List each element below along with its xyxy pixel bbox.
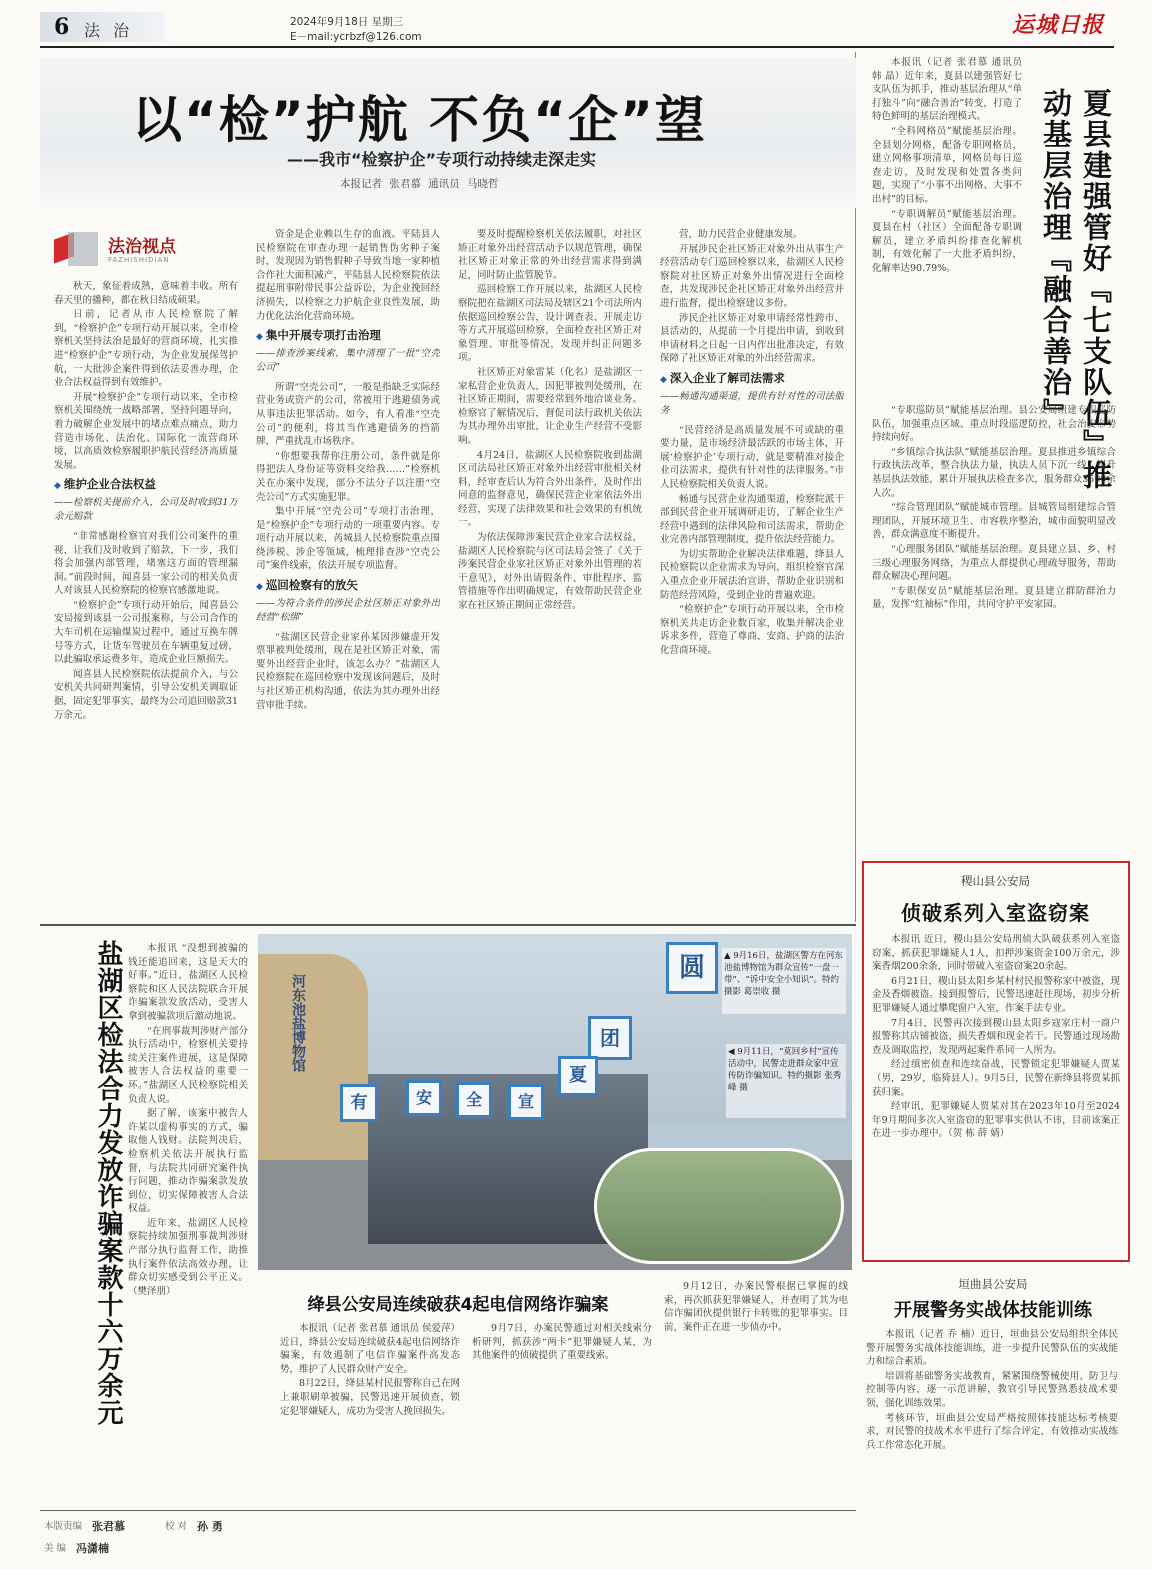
photo-museum-sign: 河东池盐博物馆 bbox=[290, 974, 306, 1072]
boxed-body bbox=[872, 933, 1120, 1255]
section-heading bbox=[256, 579, 440, 595]
boxed-kicker: 稷山县公安局 bbox=[961, 874, 1030, 888]
section-heading bbox=[54, 478, 238, 494]
footer-rule bbox=[40, 1510, 856, 1511]
diamond-icon: ◆ bbox=[256, 332, 263, 343]
column-badge bbox=[54, 230, 234, 272]
footer-credits bbox=[44, 1518, 344, 1562]
section-subheading: ——排查涉案线索，集中清理了一批“空壳公司” bbox=[256, 347, 440, 373]
photo-sign-4: 宣 bbox=[508, 1084, 544, 1120]
lead-byline: 本报记者 张君慕 通讯员 马晓哲 bbox=[340, 178, 499, 190]
section-divider bbox=[40, 924, 856, 926]
paragraph: 本报讯 近日，稷山县公安局刑侦大队破获系列入室盗窃案，抓获犯罪嫌疑人1人，扣押涉案资金100万余元，涉案香烟200余条，同时带破入室盗窃案20余起。 bbox=[872, 934, 1120, 973]
section-tab bbox=[40, 12, 165, 42]
masthead bbox=[0, 0, 1152, 50]
paragraph: “心理服务团队”赋能基层治理。夏县建立县、乡、村三级心理服务网络，为重点人群提供心理疏导服务，帮助群众解决心理问题。 bbox=[872, 543, 1116, 583]
paragraph: “综合管理团队”赋能城市管理。县城管局组建综合管理团队，开展环境卫生、市容秩序整治，城市面貌明显改善，群众满意度不断提升。 bbox=[872, 502, 1116, 541]
training-story bbox=[862, 1272, 1124, 1562]
byline-text: 本报讯（记者 乔 楠） bbox=[885, 1329, 981, 1340]
training-kicker: 垣曲县公安局 bbox=[958, 1277, 1028, 1291]
lead-column-1 bbox=[54, 280, 238, 910]
photo-sign-2: 团 bbox=[588, 1016, 632, 1060]
paragraph: 开展“检察护企”专项行动以来，全市检察机关围绕统一战略部署，坚持问题导向，着力破解企业发展中的堵点难点痛点，助力营造市场化、法治化、国际化一流营商环境，以高质效检察履职护航民营经济高质量发展。 bbox=[54, 391, 238, 471]
badge-cube-icon bbox=[68, 232, 98, 266]
section-heading bbox=[660, 372, 844, 388]
section-subheading: ——畅通沟通渠道，提供有针对性的司法服务 bbox=[660, 390, 844, 416]
right-byline bbox=[872, 56, 1022, 124]
section-heading-text: 深入企业了解司法需求 bbox=[669, 370, 785, 385]
photo-sign-7: 有 bbox=[340, 1084, 378, 1122]
paragraph: 6月21日，稷山县太阳乡某村村民报警称家中被盗，现金及香烟被盗。接到报警后，民警迅速赶往现场，初步分析犯罪嫌疑人通过攀爬窗户入室，作案手法专业。 bbox=[872, 975, 1120, 1014]
paragraph: 经过缜密侦查和连续奋战，民警锁定犯罪嫌疑人贾某（男，29岁，临猗县人）。9月5日，民警在新绛县将贾某抓获归案。 bbox=[872, 1059, 1120, 1098]
section-name: 法 治 bbox=[84, 21, 134, 40]
footer-line-1 bbox=[44, 1518, 344, 1534]
photo-sign-6: 安 bbox=[406, 1080, 442, 1116]
photo-caption-1: ▲ 9月16日，盐湖区警方在河东池盐博物馆为群众宣传“一盘一带”、“诉中安全小知识”。特约摄影 葛崇收 摄 bbox=[722, 948, 846, 1014]
paragraph: 考核环节，垣曲县公安局严格按照体技能达标考核要求，对民警的技战术水平进行了综合评定，有效推动实战练兵工作常态化开展。 bbox=[866, 1412, 1118, 1451]
left-headline: 盐湖区检法合力发放诈骗案款十六万余元 bbox=[93, 940, 123, 1426]
paragraph: 培训将基础警务实战教育，紧紧围绕警械使用、防卫与控制等内容，逐一示范讲解，教官引导民警熟悉技战术要领，强化训练效果。 bbox=[866, 1370, 1118, 1409]
paragraph: 9月12日，办案民警根据已掌握的线索，再次抓获犯罪嫌疑人，并查明了其为电信诈骗团伙提供银行卡转账的犯罪事实。目前，案件正在进一步侦办中。 bbox=[664, 1281, 848, 1333]
photo-sign-5: 全 bbox=[456, 1082, 492, 1118]
right-headline: 夏县建强管好『七支队伍』推动基层治理『融合善治』 bbox=[1039, 88, 1113, 491]
diamond-icon: ◆ bbox=[660, 374, 667, 385]
fraud-headline: 绛县公安局连续破获4起电信网络诈骗案 bbox=[307, 1295, 609, 1315]
paragraph: “检察护企”专项行动开展以来，全市检察机关共走访企业数百家，收集并解决企业诉求多件，营造了尊商、安商、护商的法治化营商环境。 bbox=[660, 604, 844, 657]
lead-subhead: ——我市“检察护企”专项行动持续走深走实 bbox=[287, 150, 597, 169]
right-story bbox=[866, 52, 1116, 852]
right-story-lead bbox=[872, 56, 1022, 404]
paragraph: 据了解，该案中被告人许某以虚构事实的方式，骗取他人钱财。法院判决后，检察机关依法开展执行监督，与法院共同研究案件执行问题，推动诈骗案款发放到位，切实保障被害人合法权益。 bbox=[128, 1108, 248, 1215]
paragraph: 营，助力民营企业健康发展。 bbox=[679, 229, 803, 240]
lead-column-4 bbox=[660, 228, 844, 912]
boxed-story bbox=[862, 861, 1130, 1262]
lead-column-2 bbox=[256, 228, 440, 912]
paragraph: 日前，记者从市人民检察院了解到，“检察护企”专项行动开展以来，全市检察机关坚持法治是最好的营商环境，扎实推进“检察护企”专项行动，为企业发展保驾护航，一大批涉企案件得到依法妥善办理，企业合法权益得到有效维护。 bbox=[54, 309, 238, 389]
editor-name: 张君慕 bbox=[92, 1520, 126, 1533]
paragraph: 经审讯，犯罪嫌疑人贾某对其在2023年10月至2024年9月期间多次入室盗窃的犯罪事实供认不讳，目前该案正在进一步办理中。（贺 栋 薛 婧） bbox=[872, 1101, 1120, 1140]
paper-logo: 运城日报 bbox=[1012, 12, 1105, 38]
paragraph: “乡镇综合执法队”赋能基层治理。夏县推进乡镇综合行政执法改革，整合执法力量，执法人员下沉一线，提升基层执法效能，累计开展执法检查多次，服务群众3500余人次。 bbox=[872, 446, 1116, 499]
paragraph: 畅通与民营企业沟通渠道，检察院派干部到民营企业开展调研走访，了解企业生产经营中遇到的法律风险和司法需求，帮助企业完善内部管理制度，提升依法经营能力。 bbox=[660, 493, 844, 546]
paragraph: 开展涉民企社区矫正对象外出从事生产经营活动专门巡回检察以来，盐湖区人民检察院对社区矫正对象外出情况进行全面检查，共发现涉民企社区矫正对象外出经营并进行监督，提出检察建议多份。 bbox=[660, 243, 844, 309]
paragraph: “检察护企”专项行动开始后，闻喜县公安局接到该县一公司报案称，与公司合作的大车司机在运输煤炭过程中，通过互换车牌号等方式，让货车驾驶员在车辆重复过磅，以此骗取承运费多年，造成企业巨额损失。 bbox=[54, 599, 238, 666]
paragraph: “非常感谢检察官对我们公司案件的重视，让我们及时收到了赔款，下一步，我们将会加强内部管理，堵塞这方面的管理漏洞。”前段时间，闻喜县一家公司的相关负责人对该县人民检察院的检察官感激地说。 bbox=[54, 530, 238, 597]
paragraph: 为依法保障涉案民营企业家合法权益，盐湖区人民检察院与区司法局会签了《关于涉案民营企业家社区矫正对象外出管理的若干意见》，对外出请假条件、审批程序、监管措施等作出明确规定，有效帮助民营企业家在社区矫正期间正常经营。 bbox=[458, 532, 642, 612]
section-heading-text: 巡回检察有的放矢 bbox=[265, 578, 358, 593]
paragraph: “在刑事裁判涉财产部分执行活动中，检察机关要持续关注案件进展，这是保障被害人合法权益的重要一环。”盐湖区人民检察院相关负责人说。 bbox=[128, 1025, 248, 1105]
section-heading bbox=[256, 329, 440, 345]
lead-headline: 以“检”护航 不负“企”望 bbox=[132, 91, 707, 149]
paragraph: 要及时提醒检察机关依法履职，对社区矫正对象外出经营活动予以规范管理，确保社区矫正对象正常的外出经营需求得到满足，同时防止监管脱节。 bbox=[458, 229, 642, 281]
photo-sign-3: 夏 bbox=[558, 1056, 598, 1096]
paragraph: 本报讯 “没想到被骗的钱还能追回来，这是天大的好事。”近日，盐湖区人民检察院和区人民法院联合开展诈骗案款发放活动，受害人拿到被骗款项后激动地说。 bbox=[128, 943, 248, 1022]
design-label: 美 编 bbox=[44, 1543, 67, 1554]
diamond-icon: ◆ bbox=[54, 481, 61, 492]
left-story bbox=[40, 932, 250, 1502]
paragraph: “盐湖区民营企业家孙某因涉嫌虚开发票罪被判处缓刑，现在是社区矫正对象，需要外出经营企业时，该怎么办？”盐湖区人民检察院在巡回检察中发现该问题后，及时与社区矫正机构沟通，依法为其办理外出经营审批手续。 bbox=[256, 631, 440, 711]
boxed-headline: 侦破系列入室盗窃案 bbox=[901, 901, 1090, 925]
diamond-icon: ◆ bbox=[256, 582, 263, 593]
section-subheading: ——检察机关提前介入，公司及时收到31万余元赔款 bbox=[54, 496, 238, 522]
paragraph: 涉民企社区矫正对象申请经常性跨市、县活动的，从提前一个月提出申请，到收到申请材料之日起一日内作出批准决定，有效保障了社区矫正对象的外出经营需求。 bbox=[660, 312, 844, 365]
lead-story bbox=[40, 52, 856, 922]
fraud-body-2 bbox=[472, 1322, 652, 1502]
photo-sign-1: 圆 bbox=[666, 942, 718, 994]
left-body bbox=[128, 942, 248, 1498]
news-photo bbox=[258, 934, 852, 1270]
footer-line-2 bbox=[44, 1540, 344, 1556]
inset-photo bbox=[594, 1148, 844, 1264]
paragraph bbox=[866, 1328, 1118, 1369]
paragraph: 闻喜县人民检察院依法提前介入，与公安机关共同研判案情，引导公安机关调取证据，固定犯罪事实，最终为公司追回赔款31万余元。 bbox=[54, 668, 238, 721]
fraud-body-1 bbox=[280, 1322, 460, 1502]
section-heading-text: 维护企业合法权益 bbox=[63, 477, 156, 492]
paragraph: 秋天，象征着成熟，意味着丰收。所有春天里的播种，都在秋日结成硕果。 bbox=[54, 281, 238, 306]
photo-caption-2: ◀ 9月11日，“莫回乡村”宣传活动中，民警走进群众家中宣传防诈骗知识。特约摄影 张秀峰 摄 bbox=[726, 1044, 846, 1118]
paragraph: 资金是企业赖以生存的血液。平陆县人民检察院在审查办理一起销售伪劣种子案时，发现因为销售假种子导致当地一家种植合作社大面积减产，平陆县人民检察院依法提起刑事附带民事公益诉讼，为企业挽回经济损失，以检察之力护航企业良性发展，助力优化法治化营商环境。 bbox=[256, 229, 440, 322]
page-number: 6 bbox=[54, 14, 70, 40]
paragraph: “全科网格员”赋能基层治理。全县划分网格，配备专职网格员，建立网格事项清单，网格员每日巡查走访，及时发现和处置各类问题，实现了“小事不出网格、大事不出村”的目标。 bbox=[872, 125, 1022, 205]
paragraph: 所谓“空壳公司”，一般是指缺乏实际经营业务或资产的公司，常被用于逃避债务或从事违法犯罪活动。如今，有人看准“空壳公司”的便利，将其当作逃避债务的挡箭牌，严重扰乱市场秩序。 bbox=[256, 381, 440, 448]
paragraph bbox=[280, 1322, 460, 1376]
issue-date: 2024年9月18日 星期三 bbox=[290, 16, 404, 28]
masthead-rule bbox=[40, 46, 1114, 48]
lead-column-3 bbox=[458, 228, 642, 912]
paragraph: “专职巡防员”赋能基层治理。县公安局组建专职巡防队伍，加强重点区域、重点时段巡逻防控，社会治安形势持续向好。 bbox=[872, 405, 1116, 444]
paragraph: 近年来，盐湖区人民检察院持续加强刑事裁判涉财产部分执行监督工作，助推执行案件依法高效办理，让群众切实感受到公平正义。（樊泽朋） bbox=[128, 1217, 248, 1297]
badge-pinyin: FAZHISHIDIAN bbox=[108, 256, 170, 264]
paragraph: 7月4日，民警再次接到稷山县太阳乡寇家庄村一商户报警称其店铺被盗，损失香烟和现金若干。民警通过现场勘查及调取监控，发现两起案件系同一人所为。 bbox=[872, 1017, 1120, 1056]
contact-email: E－mail:ycrbzf@126.com bbox=[290, 31, 422, 43]
fraud-story bbox=[258, 1280, 852, 1504]
proof-name: 孙 勇 bbox=[197, 1520, 223, 1533]
proof-label: 校 对 bbox=[165, 1521, 188, 1532]
paragraph-text: 近日，垣曲县公安局组织全体民警开展警务实战体技能训练，进一步提升民警队伍的实战能力和综合素质。 bbox=[866, 1329, 1118, 1368]
section-heading-text: 集中开展专项打击治理 bbox=[265, 328, 381, 343]
paragraph-text: 近日，绛县公安局连续破获4起电信网络诈骗案，有效遏制了电信诈骗案件高发态势，维护了人民群众财产安全。 bbox=[280, 1336, 460, 1375]
paragraph: 8月22日，绛县某村民报警称自己在网上兼职刷单被骗，民警迅速开展侦查，锁定犯罪嫌疑人，成功为受害人挽回损失。 bbox=[280, 1378, 460, 1417]
paragraph: 为切实帮助企业解决法律难题，绛县人民检察院以企业需求为导向，组织检察官深入重点企业开展法治宣讲，帮助企业识别和防范经营风险，受到企业的普遍欢迎。 bbox=[660, 548, 844, 601]
section-subheading: ——为符合条件的涉民企社区矫正对象外出经营“松绑” bbox=[256, 597, 440, 623]
paragraph: 近年来，夏县以建强管好七支队伍为抓手，推动基层治理从“单打独斗”向“融合善治”转变，打造了特色鲜明的基层治理模式。 bbox=[872, 70, 1022, 123]
paragraph: 9月7日，办案民警通过对相关线索分析研判，抓获涉“两卡”犯罪嫌疑人某，为其他案件的侦破提供了重要线索。 bbox=[472, 1323, 652, 1362]
editor-label: 本版责编 bbox=[44, 1521, 83, 1532]
badge-title: 法治视点 bbox=[108, 237, 176, 257]
byline-text: 本报讯（记者 张君慕 通讯员 侯爱萍） bbox=[299, 1323, 460, 1334]
design-name: 冯潇楠 bbox=[76, 1542, 110, 1555]
training-body bbox=[866, 1328, 1118, 1558]
paragraph: “专职保安员”赋能基层治理。夏县建立群防群治力量，发挥“红袖标”作用，共同守护平安家园。 bbox=[872, 585, 1116, 611]
paragraph: 巡回检察工作开展以来，盐湖区人民检察院把在盐湖区司法局及辖区21个司法所内依据巡回检察公告，设计调查表、开展走访等方式开展巡回检察，全面检查社区矫正对象管理、审批等情况，发现并纠正问题多项。 bbox=[458, 284, 642, 364]
paragraph: “专职调解员”赋能基层治理。夏县在村（社区）全面配备专职调解员，建立矛盾纠纷排查化解机制，有效化解了一大批矛盾纠纷，化解率达90.79%。 bbox=[872, 208, 1022, 274]
paragraph: “你想要我帮你注册公司，条件就是你得把法人身份证等资料交给我……”检察机关在办案中发现，部分不法分子以注册“空壳公司”方式实施犯罪。 bbox=[256, 450, 440, 503]
training-headline: 开展警务实战体技能训练 bbox=[894, 1300, 1092, 1321]
paragraph: “民营经济是高质量发展不可或缺的重要力量，是市场经济最活跃的市场主体，开展‘检察护企’专项行动，就是要精准对接企业司法需求，提供有针对性的法律服务。”市人民检察院相关负责人说。 bbox=[660, 424, 844, 490]
paragraph: 社区矫正对象雷某（化名）是盐湖区一家私营企业负责人，因犯罪被判处缓刑，在社区矫正期间，需要经常到外地洽谈业务。检察官了解情况后，督促司法行政机关依法为其办理外出审批，让企业生产经营不受影响。 bbox=[458, 366, 642, 446]
byline-text: 本报讯（记者 张君慕 通讯员 韩 晶） bbox=[872, 57, 1022, 82]
fraud-body-3 bbox=[664, 1280, 848, 1502]
paragraph: 4月24日，盐湖区人民检察院收到盐湖区司法局社区矫正对象外出经营审批相关材料，经审查后认为符合外出条件，及时作出同意的监督意见，确保民营企业家依法外出经营，实现了法律效果和社会效果的有机统一。 bbox=[458, 449, 642, 529]
right-story-body bbox=[872, 404, 1116, 848]
paragraph: 集中开展“空壳公司”专项打击治理，是“检察护企”专项行动的一项重要内容。专项行动开展以来，芮城县人民检察院重点围绕涉税、涉企等领域，梳理排查涉“空壳公司”案件线索，依法开展专项监督。 bbox=[256, 506, 440, 572]
